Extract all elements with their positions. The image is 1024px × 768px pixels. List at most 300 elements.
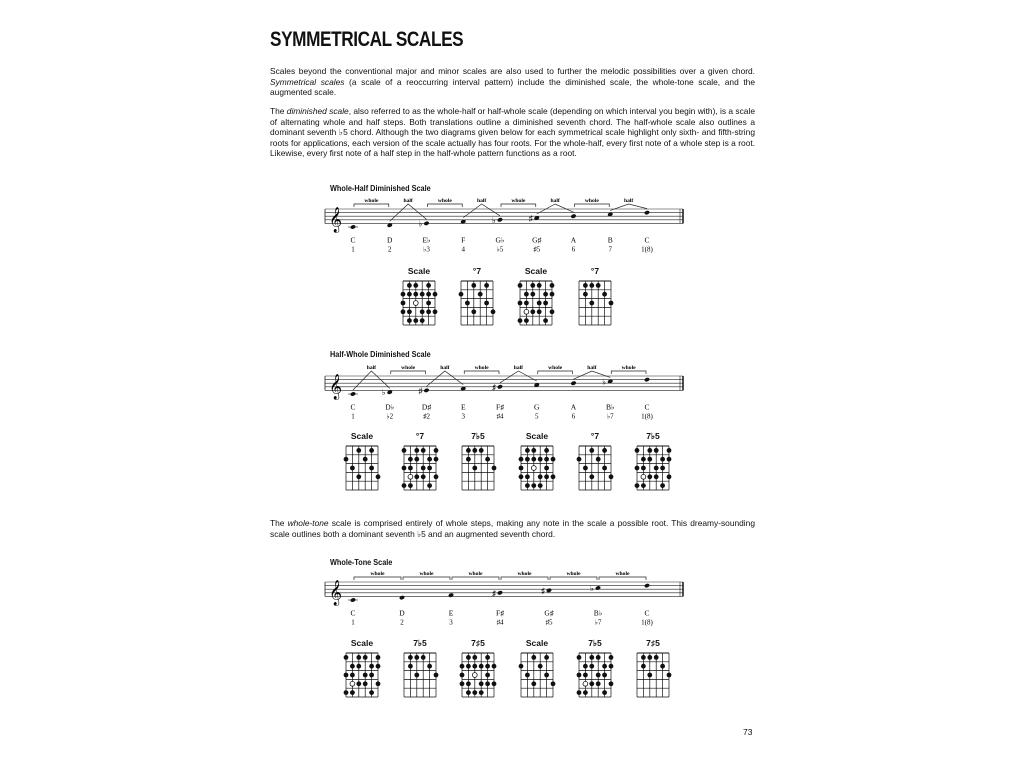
note-head xyxy=(546,588,552,593)
accidental-icon: ♭ xyxy=(492,215,496,225)
fretboard-diagram xyxy=(343,637,381,700)
finger-dot xyxy=(427,483,432,488)
finger-dot xyxy=(376,474,381,479)
finger-dot xyxy=(550,292,555,297)
note-name: E♭ xyxy=(422,235,431,245)
finger-dot xyxy=(531,448,536,453)
finger-dot xyxy=(344,673,349,678)
step-label: half xyxy=(623,198,634,204)
note-name: G♯ xyxy=(532,235,542,245)
finger-dot xyxy=(460,681,465,686)
page-title: SYMMETRICAL SCALES xyxy=(270,28,464,51)
section-label-whole-tone: Whole-Tone Scale xyxy=(330,557,393,567)
fretboard-grid xyxy=(634,650,672,700)
finger-dot xyxy=(647,655,652,660)
fretboard-diagram xyxy=(343,430,381,493)
finger-dot xyxy=(654,655,659,660)
finger-dot xyxy=(434,457,439,462)
finger-dot xyxy=(407,318,412,323)
fretboard-grid xyxy=(401,443,439,493)
finger-dot xyxy=(369,448,374,453)
note-name: E xyxy=(448,608,454,618)
finger-dot xyxy=(466,690,471,695)
finger-dot xyxy=(667,673,672,678)
finger-dot xyxy=(609,655,614,660)
fretboard-grid xyxy=(518,443,556,493)
finger-dot xyxy=(350,673,355,678)
step-label: half xyxy=(403,198,413,204)
finger-dot xyxy=(544,457,549,462)
finger-dot xyxy=(369,673,374,678)
whole-step-bracket xyxy=(428,204,463,207)
finger-dot xyxy=(479,681,484,686)
finger-dot xyxy=(518,318,523,323)
finger-dot xyxy=(589,474,594,479)
finger-dot xyxy=(350,466,355,471)
finger-dot xyxy=(459,292,464,297)
diagram-label: 7♭5 xyxy=(413,638,427,648)
finger-dot xyxy=(402,448,407,453)
whole-step-bracket xyxy=(501,204,536,207)
whole-step-bracket xyxy=(354,204,389,207)
fretboard-diagram xyxy=(518,430,556,493)
finger-dot xyxy=(363,457,368,462)
scale-degree: 3 xyxy=(449,618,453,627)
finger-dot xyxy=(543,318,548,323)
fretboard-diagram xyxy=(634,430,672,493)
finger-dot xyxy=(667,448,672,453)
finger-dot xyxy=(363,655,368,660)
fretboard-diagram xyxy=(576,265,614,328)
diagram-label: Scale xyxy=(524,266,548,276)
finger-dot xyxy=(460,673,465,678)
diagram-label: Scale xyxy=(525,638,549,648)
finger-dot xyxy=(543,301,548,306)
note-head xyxy=(497,384,503,389)
finger-dot xyxy=(344,655,349,660)
diagram-label: Scale xyxy=(350,431,374,441)
finger-dot xyxy=(414,457,419,462)
fretboard-grid xyxy=(518,650,556,700)
step-label: half xyxy=(587,365,597,371)
finger-dot xyxy=(641,655,646,660)
step-label: half xyxy=(476,198,487,204)
finger-dot xyxy=(660,664,665,669)
fretboard-grid xyxy=(634,443,672,493)
scale-degree: ♯5 xyxy=(533,245,541,254)
note-name: D♯ xyxy=(421,402,432,412)
finger-dot xyxy=(596,681,601,686)
finger-dot xyxy=(421,448,426,453)
note-head xyxy=(570,381,576,386)
finger-dot xyxy=(466,664,471,669)
scale-degree: ♯4 xyxy=(496,412,504,421)
wholetone-paragraph xyxy=(270,518,755,539)
fretboard-grid xyxy=(576,278,614,328)
finger-dot xyxy=(363,681,368,686)
half-step-bracket xyxy=(427,371,464,386)
finger-dot xyxy=(356,474,361,479)
note-name: C xyxy=(350,235,356,245)
scale-degree: ♭2 xyxy=(386,412,394,421)
finger-dot xyxy=(596,457,601,462)
diagram-label: °7 xyxy=(590,266,600,276)
finger-dot xyxy=(551,474,556,479)
finger-dot xyxy=(519,466,524,471)
finger-dot xyxy=(583,292,588,297)
finger-dot xyxy=(577,457,582,462)
diagram-label: 7♭5 xyxy=(471,431,485,441)
finger-dot xyxy=(583,673,588,678)
finger-dot xyxy=(433,292,438,297)
finger-dot xyxy=(356,655,361,660)
note-name: D xyxy=(387,235,393,245)
whole-step-bracket xyxy=(403,577,450,580)
finger-dot xyxy=(519,474,524,479)
note-name: D xyxy=(399,608,405,618)
finger-dot xyxy=(589,655,594,660)
finger-dot xyxy=(654,474,659,479)
finger-dot xyxy=(525,483,530,488)
finger-dot xyxy=(401,309,406,314)
note-head xyxy=(423,388,429,393)
finger-dot xyxy=(492,681,497,686)
step-label: whole xyxy=(584,198,599,204)
scale-degree: 6 xyxy=(571,245,576,254)
root-marker xyxy=(413,301,418,306)
finger-dot xyxy=(401,292,406,297)
note-head xyxy=(423,221,429,226)
finger-dot xyxy=(602,673,607,678)
accidental-icon: ♭ xyxy=(418,219,423,229)
finger-dot xyxy=(577,673,582,678)
diagram-label: °7 xyxy=(472,266,482,276)
diagram-label: 7♭5 xyxy=(588,638,602,648)
diagram-label: Scale xyxy=(407,266,431,276)
fretboard-grid xyxy=(459,443,497,493)
fretboard-grid xyxy=(517,278,555,328)
finger-dot xyxy=(530,292,535,297)
finger-dot xyxy=(544,673,549,678)
treble-clef-icon: 𝄞 xyxy=(329,373,343,399)
finger-dot xyxy=(369,690,374,695)
finger-dot xyxy=(363,673,368,678)
wt-text-cont: scale is comprised entirely of whole steps, making any note in the scale a possible root. This dreamy-sounding scale outlines both a dominant seventh ♭5 and an augmented seventh chord. xyxy=(270,518,755,539)
finger-dot xyxy=(484,301,489,306)
step-label: half xyxy=(440,365,450,371)
note-name: C xyxy=(644,235,650,245)
diagram-label: °7 xyxy=(590,431,600,441)
accidental-icon: ♭ xyxy=(590,584,594,593)
diminished-paragraph xyxy=(270,106,755,159)
finger-dot xyxy=(654,466,659,471)
finger-dot xyxy=(434,448,439,453)
finger-dot xyxy=(538,457,543,462)
finger-dot xyxy=(356,448,361,453)
finger-dot xyxy=(641,664,646,669)
root-marker xyxy=(350,681,355,686)
finger-dot xyxy=(407,283,412,288)
whole-step-bracket xyxy=(575,204,610,207)
finger-dot xyxy=(609,664,614,669)
step-label: whole xyxy=(517,571,532,577)
fretboard-diagram xyxy=(459,430,497,493)
staff-half-whole xyxy=(325,364,685,426)
finger-dot xyxy=(408,483,413,488)
finger-dot xyxy=(602,466,607,471)
finger-dot xyxy=(479,664,484,669)
accidental-icon: ♯ xyxy=(541,586,545,596)
finger-dot xyxy=(420,309,425,314)
finger-dot xyxy=(402,466,407,471)
finger-dot xyxy=(524,292,529,297)
finger-dot xyxy=(434,673,439,678)
note-name: G♭ xyxy=(495,235,505,245)
finger-dot xyxy=(583,283,588,288)
finger-dot xyxy=(466,681,471,686)
finger-dot xyxy=(376,681,381,686)
fretboard-diagram xyxy=(576,430,614,493)
accidental-icon: ♯ xyxy=(492,588,496,598)
whole-step-bracket xyxy=(354,577,401,580)
whole-step-bracket xyxy=(550,577,597,580)
diagram-label: 7♯5 xyxy=(646,638,660,648)
finger-dot xyxy=(537,283,542,288)
finger-dot xyxy=(413,283,418,288)
finger-dot xyxy=(433,309,438,314)
finger-dot xyxy=(647,448,652,453)
accidental-icon: ♭ xyxy=(381,388,386,398)
note-name: G♯ xyxy=(544,608,554,618)
scale-degree: 1 xyxy=(351,245,355,254)
finger-dot xyxy=(356,664,361,669)
scale-degree: 5 xyxy=(535,412,539,421)
note-name: C xyxy=(350,608,356,618)
note-head xyxy=(595,585,601,590)
step-label: whole xyxy=(364,198,379,204)
finger-dot xyxy=(408,457,413,462)
diagram-label: 7♯5 xyxy=(471,638,485,648)
finger-dot xyxy=(434,474,439,479)
finger-dot xyxy=(414,673,419,678)
fretboard-diagram xyxy=(634,637,672,700)
finger-dot xyxy=(544,474,549,479)
note-name: B xyxy=(607,235,613,245)
scale-degree: 7 xyxy=(608,245,612,254)
accidental-icon: ♭ xyxy=(602,377,607,387)
step-label: whole xyxy=(437,198,452,204)
step-label: whole xyxy=(511,198,526,204)
finger-dot xyxy=(356,681,361,686)
finger-dot xyxy=(583,466,588,471)
fretboard-grid xyxy=(343,650,381,700)
finger-dot xyxy=(413,318,418,323)
step-label: whole xyxy=(548,365,563,371)
note-name: A xyxy=(570,402,577,412)
finger-dot xyxy=(466,655,471,660)
whole-step-bracket xyxy=(599,577,646,580)
finger-dot xyxy=(485,655,490,660)
root-marker xyxy=(408,474,413,479)
note-head xyxy=(644,583,650,588)
finger-dot xyxy=(654,448,659,453)
finger-dot xyxy=(537,309,542,314)
scale-degree: 6 xyxy=(571,412,576,421)
finger-dot xyxy=(635,448,640,453)
whole-step-bracket xyxy=(452,577,499,580)
finger-dot xyxy=(407,309,412,314)
finger-dot xyxy=(426,309,431,314)
staff-whole-half xyxy=(325,197,685,259)
intro-text: Scales beyond the conventional major and minor scales are also used to further the melodic possibilities over a given chord. xyxy=(270,66,755,76)
finger-dot xyxy=(426,301,431,306)
step-label: whole xyxy=(419,571,434,577)
whole-step-bracket xyxy=(538,371,573,374)
finger-dot xyxy=(602,690,607,695)
dim-text-cont: , also referred to as the whole-half or half-whole scale (depending on which interval you begin with), is a scale of alternating whole and half steps. Both translations outline a diminished seventh chord. The half-whole scale also outlines a dominant seventh ♭5 chord. Although the two diagrams given below for each symmetrical scale highlight only sixth- and fifth-string roots for applications, each version of the scale actually has four roots. For the whole-half, every first note of a whole step is a root. Likewise, every first note of a half step in the half-whole pattern functions as a root. xyxy=(270,106,755,159)
scale-degree: 2 xyxy=(400,618,404,627)
finger-dot xyxy=(525,474,530,479)
wt-text: The xyxy=(270,518,288,528)
finger-dot xyxy=(589,283,594,288)
finger-dot xyxy=(479,448,484,453)
finger-dot xyxy=(660,466,665,471)
step-label: whole xyxy=(621,365,636,371)
finger-dot xyxy=(596,673,601,678)
finger-dot xyxy=(472,448,477,453)
finger-dot xyxy=(466,457,471,462)
note-head xyxy=(644,210,650,215)
finger-dot xyxy=(660,457,665,462)
scale-degree: 1(8) xyxy=(641,412,653,421)
finger-dot xyxy=(485,681,490,686)
finger-dot xyxy=(602,664,607,669)
finger-dot xyxy=(427,457,432,462)
finger-dot xyxy=(531,483,536,488)
finger-dot xyxy=(537,301,542,306)
step-label: half xyxy=(550,198,560,204)
finger-dot xyxy=(426,292,431,297)
finger-dot xyxy=(589,681,594,686)
finger-dot xyxy=(421,655,426,660)
diagram-label: 7♭5 xyxy=(646,431,660,441)
treble-clef-icon: 𝄞 xyxy=(329,206,343,232)
whole-step-bracket xyxy=(391,371,426,374)
finger-dot xyxy=(466,448,471,453)
finger-dot xyxy=(531,681,536,686)
finger-dot xyxy=(524,318,529,323)
finger-dot xyxy=(635,466,640,471)
finger-dot xyxy=(609,301,614,306)
finger-dot xyxy=(531,457,536,462)
note-head xyxy=(399,595,405,600)
treble-clef-icon: 𝄞 xyxy=(329,579,343,605)
finger-dot xyxy=(465,301,470,306)
accidental-icon: ♯ xyxy=(418,386,423,396)
fretboard-grid xyxy=(343,443,381,493)
step-label: whole xyxy=(615,571,630,577)
note-head xyxy=(497,590,503,595)
finger-dot xyxy=(408,466,413,471)
half-step-bracket xyxy=(353,371,390,390)
scale-degree: 1 xyxy=(351,412,355,421)
finger-dot xyxy=(401,301,406,306)
finger-dot xyxy=(478,292,483,297)
step-label: half xyxy=(513,365,524,371)
finger-dot xyxy=(641,466,646,471)
finger-dot xyxy=(530,283,535,288)
step-label: half xyxy=(366,365,377,371)
finger-dot xyxy=(472,655,477,660)
finger-dot xyxy=(413,292,418,297)
finger-dot xyxy=(414,474,419,479)
finger-dot xyxy=(530,309,535,314)
note-name: B♭ xyxy=(605,402,615,412)
finger-dot xyxy=(376,655,381,660)
note-name: F♯ xyxy=(496,608,504,618)
page-number: 73 xyxy=(743,727,753,737)
wt-emphasis: whole-tone xyxy=(287,518,329,528)
scale-degree: 1 xyxy=(351,618,355,627)
fretboard-diagram xyxy=(458,265,496,328)
finger-dot xyxy=(538,664,543,669)
fretboard-diagram xyxy=(576,637,614,700)
note-head xyxy=(350,597,356,602)
note-name: E xyxy=(460,402,466,412)
finger-dot xyxy=(667,457,672,462)
finger-dot xyxy=(414,448,419,453)
finger-dot xyxy=(350,690,355,695)
finger-dot xyxy=(408,664,413,669)
finger-dot xyxy=(471,309,476,314)
step-label: whole xyxy=(566,571,581,577)
finger-dot xyxy=(344,457,349,462)
finger-dot xyxy=(602,448,607,453)
scale-degree: 1(8) xyxy=(641,618,653,627)
note-name: C xyxy=(644,402,650,412)
finger-dot xyxy=(647,457,652,462)
finger-dot xyxy=(460,664,465,669)
finger-dot xyxy=(518,283,523,288)
section-label-half-whole: Half-Whole Diminished Scale xyxy=(330,349,431,359)
scale-degree: 4 xyxy=(461,245,465,254)
finger-dot xyxy=(525,673,530,678)
scale-degree: 2 xyxy=(388,245,392,254)
finger-dot xyxy=(485,457,490,462)
finger-dot xyxy=(402,483,407,488)
scale-degree: ♭3 xyxy=(423,245,430,254)
finger-dot xyxy=(583,664,588,669)
note-head xyxy=(350,224,356,229)
finger-dot xyxy=(544,655,549,660)
note-head xyxy=(448,593,454,598)
finger-dot xyxy=(550,283,555,288)
whole-step-bracket xyxy=(501,577,548,580)
finger-dot xyxy=(577,655,582,660)
note-head xyxy=(497,217,503,222)
fretboard-diagram xyxy=(517,265,555,328)
root-marker xyxy=(531,466,536,471)
diagram-label: Scale xyxy=(350,638,374,648)
fretboard-grid xyxy=(458,278,496,328)
fretboard-grid xyxy=(400,278,438,328)
fretboard-grid xyxy=(401,650,439,700)
finger-dot xyxy=(407,292,412,297)
finger-dot xyxy=(635,483,640,488)
fretboard-grid xyxy=(576,650,614,700)
finger-dot xyxy=(518,301,523,306)
finger-dot xyxy=(492,664,497,669)
